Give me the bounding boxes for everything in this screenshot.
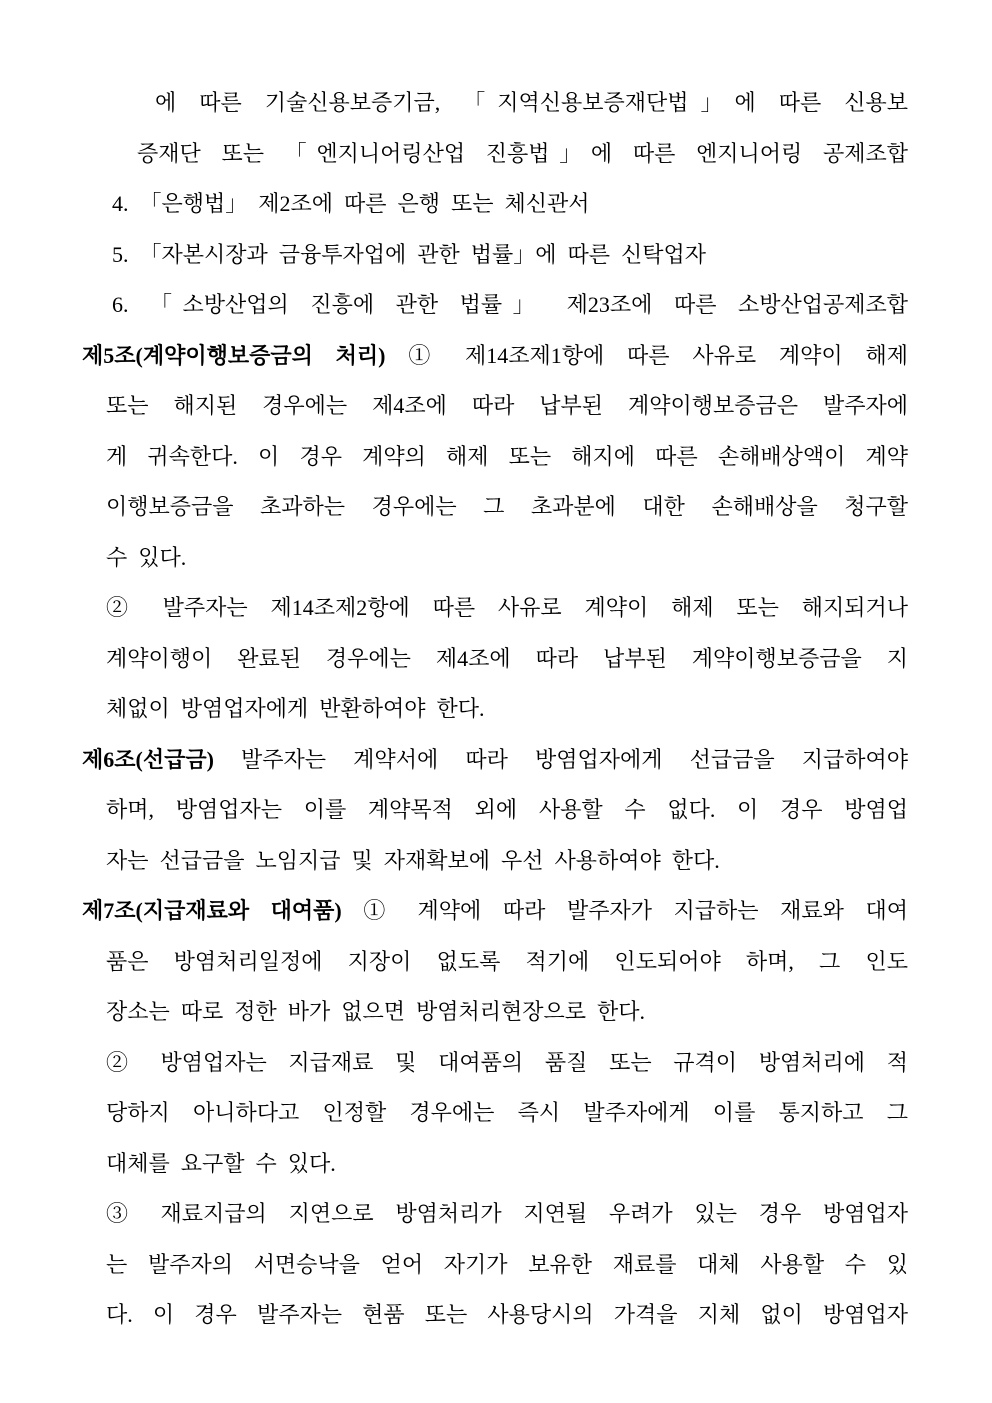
line-text: 장소는 따로 정한 바가 없으면 방염처리현장으로 한다. — [106, 999, 646, 1024]
article-heading: 제5조(계약이행보증금의 처리) — [82, 342, 386, 368]
article-heading: 제7조(지급재료와 대여품) — [82, 898, 342, 923]
line-text: ② 발주자는 제14조제2항에 따른 사유로 계약이 해제 또는 해지되거나 — [106, 595, 908, 620]
text-line — [82, 1189, 908, 1240]
line-text: 발주자는 계약서에 따라 방염업자에게 선급금을 지급하여야 — [213, 746, 908, 772]
text-line — [82, 1290, 908, 1341]
text-line — [82, 1088, 908, 1139]
document-body — [82, 78, 908, 1341]
text-line — [82, 684, 908, 735]
text-line — [82, 78, 908, 129]
article-heading: 제6조(선급금) — [82, 746, 214, 772]
line-text: 계약이행이 완료된 경우에는 제4조에 따라 납부된 계약이행보증금을 지 — [106, 645, 908, 671]
line-text: 6. 「소방산업의 진흥에 관한 법률」 제23조에 따른 소방산업공제조합 — [112, 292, 908, 317]
text-line — [82, 1139, 908, 1190]
line-text: ② 방염업자는 지급재료 및 대여품의 품질 또는 규격이 방염처리에 적 — [106, 1049, 908, 1075]
line-text: 당하지 아니하다고 인정할 경우에는 즉시 발주자에게 이를 통지하고 그 — [106, 1100, 908, 1125]
line-text: 증재단 또는 「엔지니어링산업 진흥법」에 따른 엔지니어링 공제조합 — [137, 140, 908, 166]
line-text: ③ 재료지급의 지연으로 방염처리가 지연될 우려가 있는 경우 방염업자 — [106, 1201, 908, 1226]
text-line — [82, 482, 908, 533]
line-text: 하며, 방염업자는 이를 계약목적 외에 사용할 수 없다. 이 경우 방염업 — [106, 797, 908, 822]
line-text: 는 발주자의 서면승낙을 얻어 자기가 보유한 재료를 대체 사용할 수 있 — [106, 1251, 908, 1277]
line-text: 또는 해지된 경우에는 제4조에 따라 납부된 계약이행보증금은 발주자에 — [106, 393, 908, 418]
text-line — [82, 1240, 908, 1291]
line-text: ① 제14조제1항에 따른 사유로 계약이 해제 — [385, 342, 908, 368]
line-text: 다. 이 경우 발주자는 현품 또는 사용당시의 가격을 지체 없이 방염업자 — [106, 1302, 908, 1327]
text-line — [82, 735, 908, 786]
text-line — [82, 583, 908, 634]
line-text: 이행보증금을 초과하는 경우에는 그 초과분에 대한 손해배상을 청구할 — [106, 494, 908, 519]
line-text: 품은 방염처리일정에 지장이 없도록 적기에 인도되어야 하며, 그 인도 — [106, 948, 908, 974]
text-line — [82, 432, 908, 483]
text-line — [82, 381, 908, 432]
text-line — [82, 230, 908, 281]
line-text: 5. 「자본시장과 금융투자업에 관한 법률」에 따른 신탁업자 — [112, 241, 707, 267]
line-text: 게 귀속한다. 이 경우 계약의 해제 또는 해지에 따른 손해배상액이 계약 — [106, 443, 908, 469]
text-line — [82, 937, 908, 988]
line-text: 4. 「은행법」 제2조에 따른 은행 또는 체신관서 — [112, 191, 590, 216]
line-text: 에 따른 기술신용보증기금, 「지역신용보증재단법」에 따른 신용보 — [155, 90, 908, 115]
line-text: 자는 선급금을 노임지급 및 자재확보에 우선 사용하여야 한다. — [106, 847, 720, 873]
text-line — [82, 1038, 908, 1089]
line-text: ① 계약에 따라 발주자가 지급하는 재료와 대여 — [341, 898, 908, 923]
line-text: 수 있다. — [106, 544, 187, 570]
text-line — [82, 836, 908, 887]
text-line — [82, 129, 908, 180]
text-line — [82, 987, 908, 1038]
text-line — [82, 533, 908, 584]
line-text: 체없이 방염업자에게 반환하여야 한다. — [106, 696, 485, 721]
text-line — [82, 634, 908, 685]
text-line — [82, 331, 908, 382]
text-line — [82, 280, 908, 331]
text-line — [82, 179, 908, 230]
text-line — [82, 886, 908, 937]
line-text: 대체를 요구할 수 있다. — [106, 1150, 336, 1176]
text-line — [82, 785, 908, 836]
